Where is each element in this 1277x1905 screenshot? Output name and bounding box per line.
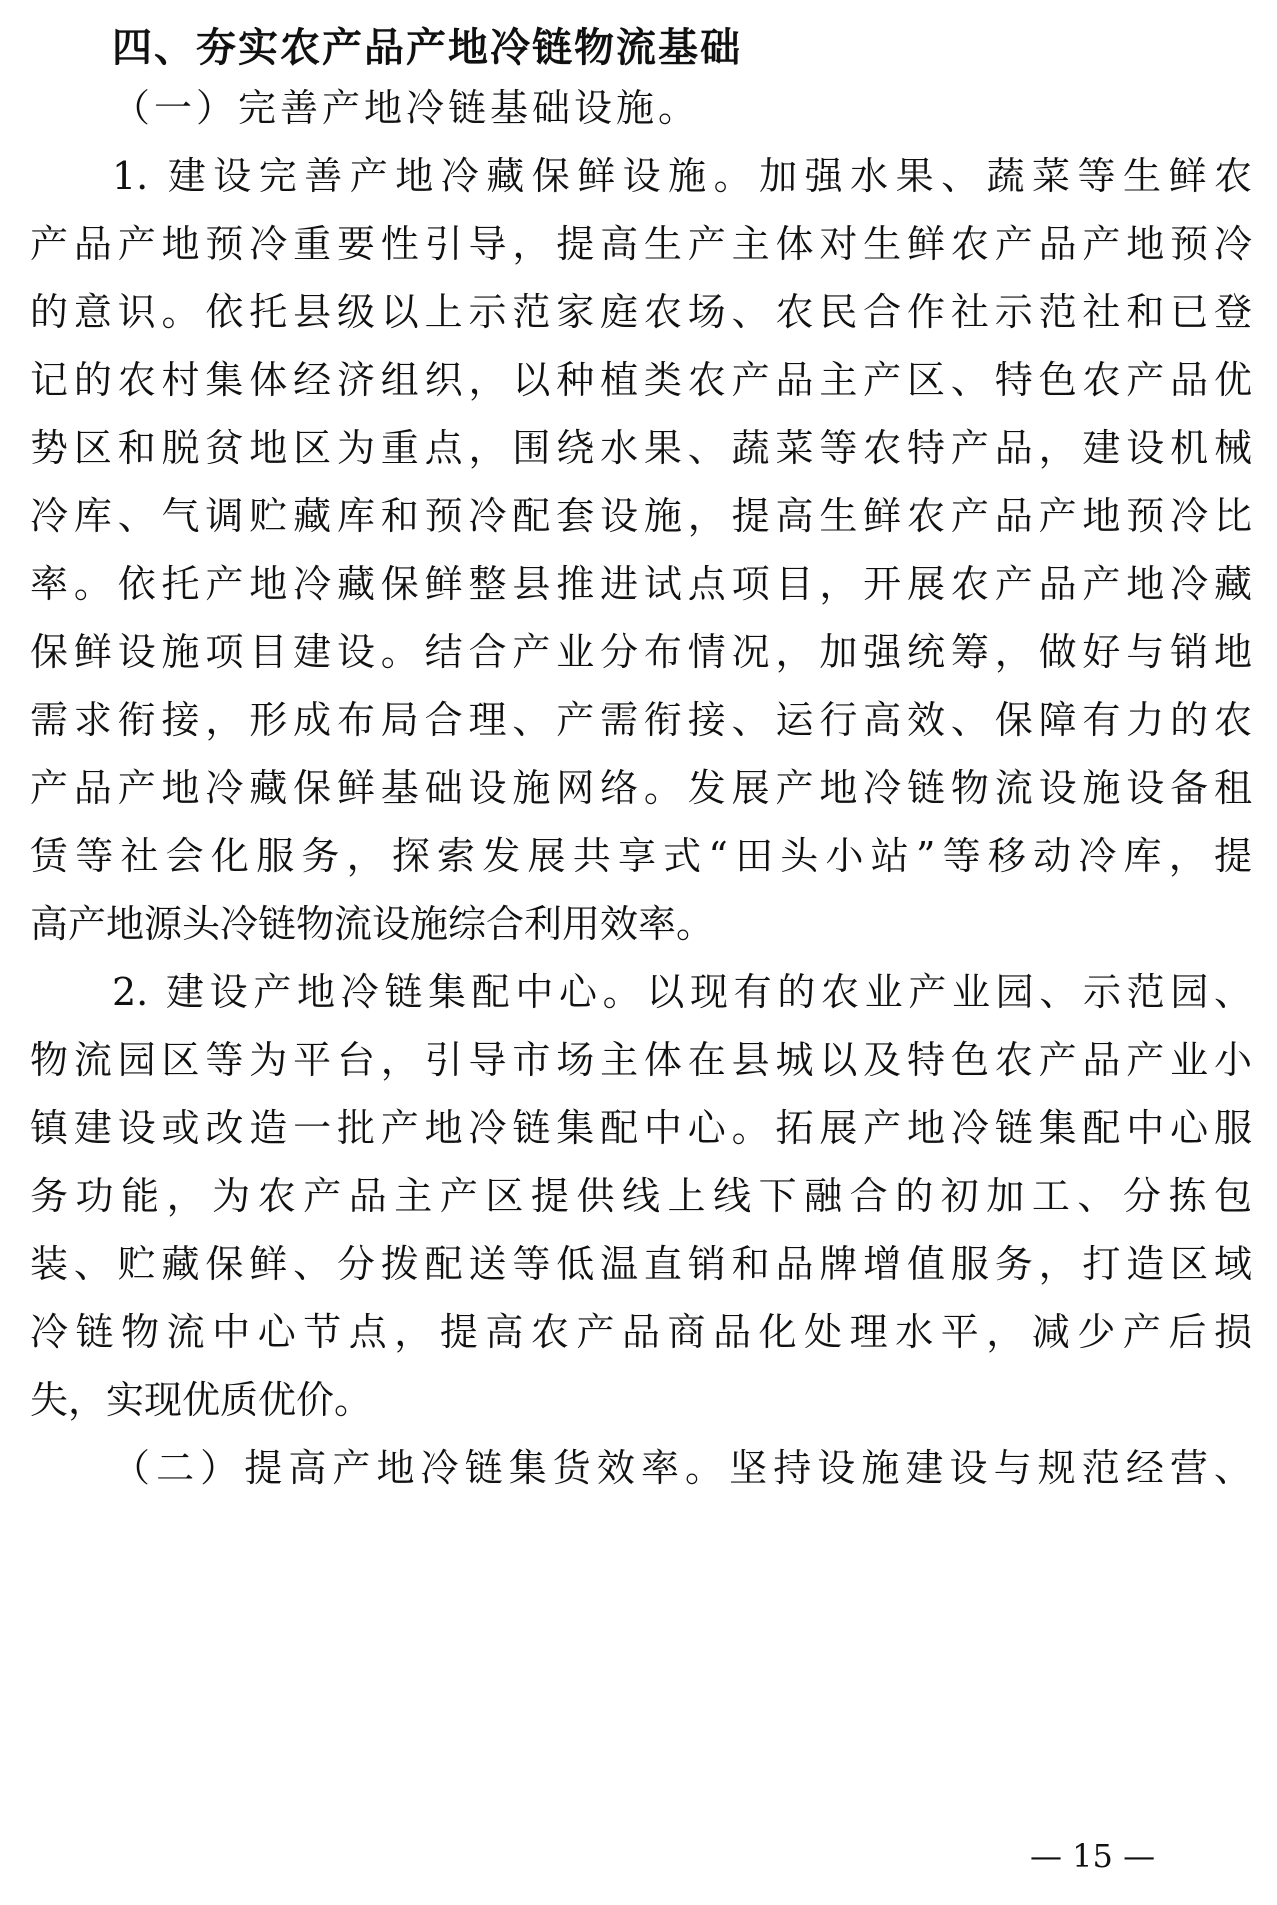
paragraph-line: 势区和脱贫地区为重点，围绕水果、蔬菜等农特产品，建设机械 — [30, 426, 1252, 470]
paragraph-line: 务功能，为农产品主产区提供线上线下融合的初加工、分拣包 — [30, 1174, 1252, 1218]
paragraph-line: 失，实现优质优价。 — [30, 1378, 373, 1422]
paragraph-line: 产品产地预冷重要性引导，提高生产主体对生鲜农产品产地预冷 — [30, 222, 1252, 266]
subsection-heading: （一）完善产地冷链基础设施。 — [112, 86, 701, 130]
page-number: — 15 — — [1030, 1837, 1156, 1875]
paragraph-line: （二）提高产地冷链集货效率。坚持设施建设与规范经营、 — [112, 1446, 1252, 1490]
paragraph-line: 的意识。依托县级以上示范家庭农场、农民合作社示范社和已登 — [30, 290, 1252, 334]
paragraph-line: 装、贮藏保鲜、分拨配送等低温直销和品牌增值服务，打造区域 — [30, 1242, 1252, 1286]
paragraph-line: 冷链物流中心节点，提高农产品商品化处理水平，减少产后损 — [30, 1310, 1252, 1354]
paragraph-line: 产品产地冷藏保鲜基础设施网络。发展产地冷链物流设施设备租 — [30, 766, 1252, 810]
paragraph-line: 赁等社会化服务，探索发展共享式“田头小站”等移动冷库，提 — [30, 834, 1252, 878]
section-heading: 四、夯实农产品产地冷链物流基础 — [112, 25, 742, 71]
paragraph-line: 高产地源头冷链物流设施综合利用效率。 — [30, 902, 715, 946]
paragraph-line: 物流园区等为平台，引导市场主体在县城以及特色农产品产业小 — [30, 1038, 1252, 1082]
paragraph-line: 镇建设或改造一批产地冷链集配中心。拓展产地冷链集配中心服 — [30, 1106, 1252, 1150]
paragraph-line: 保鲜设施项目建设。结合产业分布情况，加强统筹，做好与销地 — [30, 630, 1252, 674]
paragraph-line: 率。依托产地冷藏保鲜整县推进试点项目，开展农产品产地冷藏 — [30, 562, 1252, 606]
paragraph-line: 冷库、气调贮藏库和预冷配套设施，提高生鲜农产品产地预冷比 — [30, 494, 1252, 538]
paragraph-line: 需求衔接，形成布局合理、产需衔接、运行高效、保障有力的农 — [30, 698, 1252, 742]
paragraph-line: 1. 建设完善产地冷藏保鲜设施。加强水果、蔬菜等生鲜农 — [112, 154, 1252, 198]
paragraph-line: 2. 建设产地冷链集配中心。以现有的农业产业园、示范园、 — [112, 970, 1252, 1014]
paragraph-line: 记的农村集体经济组织，以种植类农产品主产区、特色农产品优 — [30, 358, 1252, 402]
